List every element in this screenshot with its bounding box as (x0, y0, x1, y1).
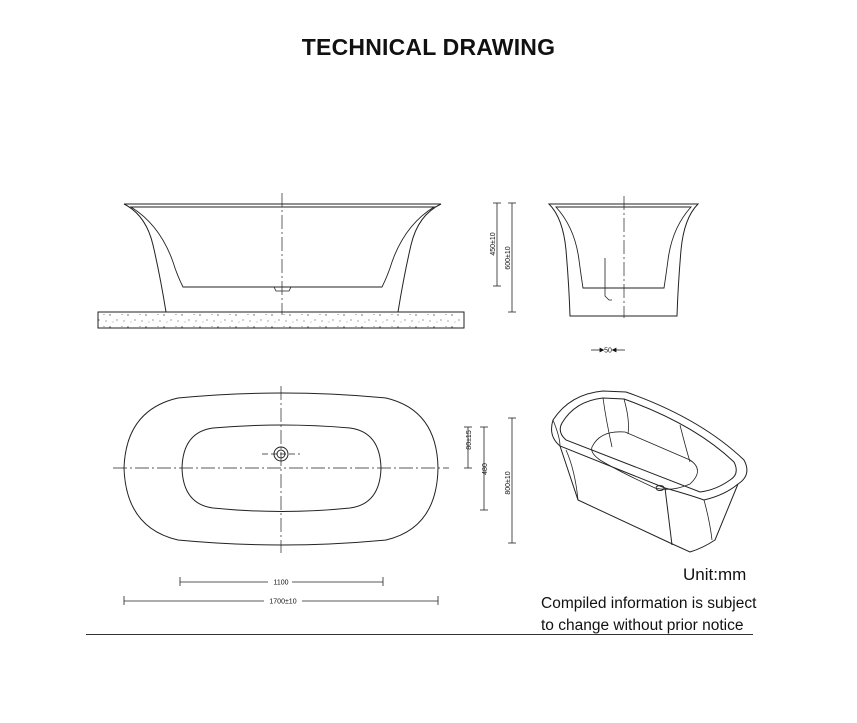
front-view (98, 193, 464, 328)
rim-offset-label: 50 (604, 347, 612, 355)
notice-text (541, 593, 756, 637)
top-view (113, 386, 449, 553)
end-view (549, 196, 698, 318)
isometric-view (552, 391, 747, 552)
notice-line-1: Compiled information is subject (541, 595, 757, 612)
drain-offset-label: 80±15 (466, 430, 473, 450)
inner-depth-label: 450±10 (490, 232, 497, 256)
unit-label: Unit:mm (683, 565, 747, 584)
overall-height-label: 600±10 (505, 246, 512, 270)
footer-rule (86, 634, 753, 635)
overall-length-label: 1700±10 (269, 598, 297, 606)
inner-width-label: 480 (482, 463, 489, 475)
overall-width-label: 800±10 (505, 471, 512, 495)
drawing-title: TECHNICAL DRAWING (301, 34, 556, 60)
notice-line-2: to change without prior notice (541, 617, 744, 634)
inner-length-label: 1100 (273, 579, 289, 587)
